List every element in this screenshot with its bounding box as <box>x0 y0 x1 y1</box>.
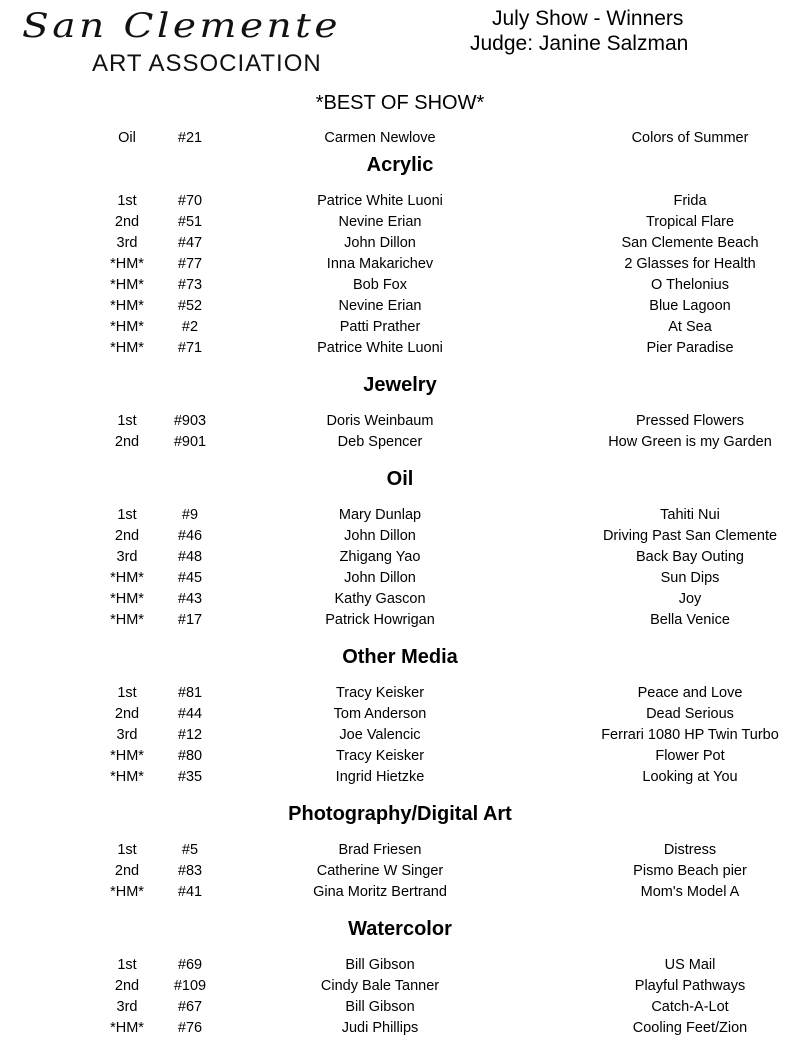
winner-row <box>0 526 800 547</box>
entry-artist: Inna Makarichev <box>326 256 434 272</box>
entry-title: Blue Lagoon <box>649 298 731 314</box>
entry-title: Dead Serious <box>646 706 734 722</box>
category-heading: Other Media <box>342 646 458 668</box>
entry-artist: Deb Spencer <box>337 434 423 450</box>
entry-artist: John Dillon <box>344 235 416 251</box>
entry-place: 2nd <box>114 706 140 722</box>
entry-title: Distress <box>663 842 717 858</box>
winner-row <box>0 767 800 788</box>
entry-number: #83 <box>177 863 203 879</box>
entry-artist: Brad Friesen <box>338 842 422 858</box>
entry-place: *HM* <box>110 591 144 607</box>
entry-place: 1st <box>117 842 137 858</box>
entry-place: *HM* <box>110 298 144 314</box>
entry-place: *HM* <box>110 769 144 785</box>
entry-number: #17 <box>177 612 203 628</box>
entry-title: How Green is my Garden <box>608 434 772 450</box>
entry-artist: Judi Phillips <box>341 1020 419 1036</box>
entry-title: O Thelonius <box>651 277 729 293</box>
entry-title: Frida <box>673 193 707 209</box>
entry-title: Colors of Summer <box>631 130 749 146</box>
entry-number: #81 <box>177 685 203 701</box>
entry-artist: Bill Gibson <box>345 999 415 1015</box>
entry-place: *HM* <box>110 612 144 628</box>
entry-artist: Mary Dunlap <box>338 507 422 523</box>
winner-row <box>0 254 800 275</box>
show-info <box>470 6 760 56</box>
entry-number: #67 <box>177 999 203 1015</box>
entry-number: #71 <box>177 340 203 356</box>
winner-row <box>0 338 800 359</box>
winner-row <box>0 275 800 296</box>
winner-row <box>0 296 800 317</box>
winner-row <box>0 1018 800 1039</box>
entry-artist: Cindy Bale Tanner <box>320 978 440 994</box>
entry-title: Pier Paradise <box>646 340 734 356</box>
entry-artist: Catherine W Singer <box>316 863 444 879</box>
association-logo <box>22 6 341 77</box>
category-section <box>0 369 800 463</box>
entry-title: Flower Pot <box>655 748 725 764</box>
entry-title: Playful Pathways <box>634 978 746 994</box>
entry-title: At Sea <box>668 319 712 335</box>
entry-artist: Patrice White Luoni <box>317 193 443 209</box>
entry-place: 3rd <box>116 549 138 565</box>
entry-title: Catch-A-Lot <box>651 999 729 1015</box>
entry-place: *HM* <box>110 340 144 356</box>
entry-place: *HM* <box>110 277 144 293</box>
entry-title: Looking at You <box>642 769 738 785</box>
entry-title: Joy <box>678 591 702 607</box>
entry-place: 1st <box>117 957 137 973</box>
entry-number: #35 <box>177 769 203 785</box>
entry-number: #9 <box>181 507 199 523</box>
category-section <box>0 798 800 913</box>
winner-row <box>0 411 800 432</box>
category-section <box>0 641 800 798</box>
entry-title: San Clemente Beach <box>621 235 759 251</box>
entry-title: Driving Past San Clemente <box>602 528 778 544</box>
winner-row <box>0 725 800 746</box>
entry-number: #48 <box>177 549 203 565</box>
entry-place: 2nd <box>114 434 140 450</box>
entry-number: #52 <box>177 298 203 314</box>
entry-number: #80 <box>177 748 203 764</box>
entry-place: 1st <box>117 193 137 209</box>
entry-number: #903 <box>173 413 207 429</box>
entry-title: Peace and Love <box>637 685 743 701</box>
winner-row <box>0 317 800 338</box>
entry-title: Ferrari 1080 HP Twin Turbo <box>601 727 779 743</box>
entry-number: #12 <box>177 727 203 743</box>
entry-number: #69 <box>177 957 203 973</box>
categories-container <box>0 149 800 1049</box>
winner-row <box>0 589 800 610</box>
entry-artist: Patrick Howrigan <box>325 612 435 628</box>
entry-artist: Gina Moritz Bertrand <box>313 884 447 900</box>
entry-title: Tahiti Nui <box>660 507 720 523</box>
entry-number: #76 <box>177 1020 203 1036</box>
winner-row <box>0 955 800 976</box>
entry-number: #43 <box>177 591 203 607</box>
entry-place: 1st <box>117 685 137 701</box>
logo-script-text: San Clemente <box>22 6 341 46</box>
entry-place: 2nd <box>114 863 140 879</box>
entry-artist: Joe Valencic <box>339 727 421 743</box>
entry-artist: Doris Weinbaum <box>326 413 434 429</box>
best-of-show-row <box>0 128 800 149</box>
category-section <box>0 149 800 369</box>
category-section <box>0 463 800 641</box>
entry-place: 3rd <box>116 727 138 743</box>
entry-artist: Patrice White Luoni <box>317 340 443 356</box>
entry-title: Pismo Beach pier <box>633 863 747 879</box>
entry-title: Mom's Model A <box>640 884 740 900</box>
winner-row <box>0 704 800 725</box>
entry-number: #109 <box>173 978 207 994</box>
entry-place: *HM* <box>110 884 144 900</box>
entry-place: 2nd <box>114 214 140 230</box>
entry-artist: Tracy Keisker <box>335 748 425 764</box>
entry-place: 2nd <box>114 528 140 544</box>
entry-number: #77 <box>177 256 203 272</box>
winner-row <box>0 191 800 212</box>
entry-place: Oil <box>118 130 136 146</box>
entry-artist: Tracy Keisker <box>335 685 425 701</box>
winner-row <box>0 997 800 1018</box>
winner-row <box>0 233 800 254</box>
winners-list <box>0 88 800 1049</box>
entry-place: *HM* <box>110 748 144 764</box>
winner-row <box>0 746 800 767</box>
entry-place: 1st <box>117 507 137 523</box>
category-heading: Jewelry <box>363 374 437 396</box>
winner-row <box>0 547 800 568</box>
entry-artist: Kathy Gascon <box>334 591 426 607</box>
entry-title: Tropical Flare <box>645 214 735 230</box>
winner-row <box>0 432 800 453</box>
category-heading: Oil <box>386 468 414 490</box>
page-header <box>0 0 800 80</box>
entry-artist: Nevine Erian <box>338 298 422 314</box>
entry-number: #45 <box>177 570 203 586</box>
entry-place: 3rd <box>116 235 138 251</box>
entry-number: #70 <box>177 193 203 209</box>
entry-place: *HM* <box>110 570 144 586</box>
entry-artist: Zhigang Yao <box>339 549 421 565</box>
entry-artist: Nevine Erian <box>338 214 422 230</box>
entry-title: Cooling Feet/Zion <box>632 1020 748 1036</box>
entry-artist: John Dillon <box>344 570 416 586</box>
best-of-show-heading: *BEST OF SHOW* <box>315 92 485 114</box>
entry-title: Pressed Flowers <box>636 413 744 429</box>
entry-place: *HM* <box>110 256 144 272</box>
winner-row <box>0 212 800 233</box>
category-section <box>0 913 800 1049</box>
entry-place: *HM* <box>110 1020 144 1036</box>
entry-title: US Mail <box>664 957 716 973</box>
winner-row <box>0 976 800 997</box>
category-heading: Photography/Digital Art <box>288 803 512 825</box>
show-title: July Show - Winners <box>492 7 684 30</box>
entry-artist: Patti Prather <box>339 319 421 335</box>
entry-number: #901 <box>173 434 207 450</box>
entry-number: #5 <box>181 842 199 858</box>
category-heading: Acrylic <box>366 154 434 176</box>
winner-row <box>0 610 800 631</box>
entry-title: 2 Glasses for Health <box>624 256 756 272</box>
category-heading: Watercolor <box>348 918 452 940</box>
entry-number: #21 <box>177 130 203 146</box>
entry-artist: Bob Fox <box>353 277 407 293</box>
entry-artist: Bill Gibson <box>345 957 415 973</box>
entry-place: 3rd <box>116 999 138 1015</box>
entry-title: Bella Venice <box>650 612 730 628</box>
entry-number: #2 <box>181 319 199 335</box>
winner-row <box>0 683 800 704</box>
entry-artist: John Dillon <box>344 528 416 544</box>
entry-place: 2nd <box>114 978 140 994</box>
logo-subtitle: ART ASSOCIATION <box>92 50 322 77</box>
entry-title: Back Bay Outing <box>636 549 744 565</box>
entry-number: #41 <box>177 884 203 900</box>
entry-number: #51 <box>177 214 203 230</box>
winner-row <box>0 568 800 589</box>
entry-place: 1st <box>117 413 137 429</box>
entry-place: *HM* <box>110 319 144 335</box>
entry-artist: Ingrid Hietzke <box>335 769 425 785</box>
entry-number: #44 <box>177 706 203 722</box>
entry-title: Sun Dips <box>660 570 720 586</box>
entry-number: #46 <box>177 528 203 544</box>
entry-number: #47 <box>177 235 203 251</box>
winner-row <box>0 840 800 861</box>
entry-artist: Carmen Newlove <box>324 130 436 146</box>
winner-row <box>0 882 800 903</box>
entry-artist: Tom Anderson <box>333 706 427 722</box>
winner-row <box>0 505 800 526</box>
entry-number: #73 <box>177 277 203 293</box>
winner-row <box>0 861 800 882</box>
judge-name: Judge: Janine Salzman <box>470 32 689 55</box>
